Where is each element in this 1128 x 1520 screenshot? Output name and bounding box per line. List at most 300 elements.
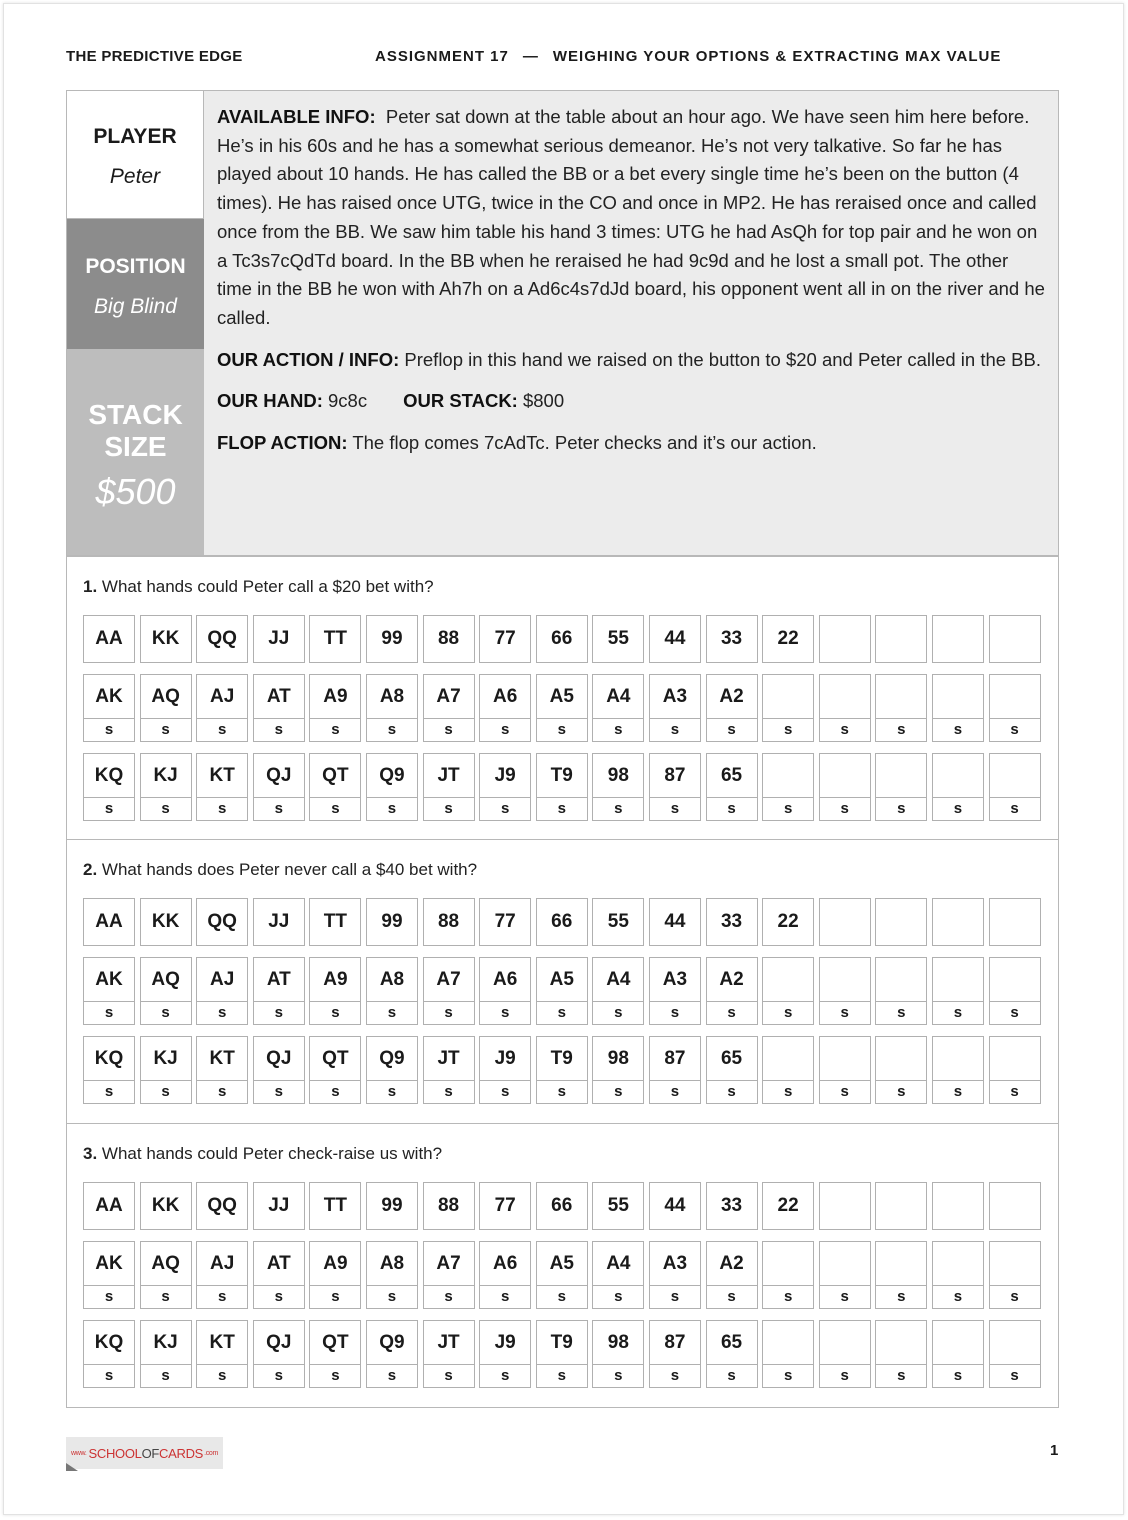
- suited-mark: s: [387, 1003, 397, 1021]
- hand-cell[interactable]: [989, 1182, 1041, 1230]
- hand-label: AJ: [197, 1242, 247, 1286]
- suited-mark: s: [387, 1287, 397, 1305]
- hand-cell[interactable]: [762, 1320, 814, 1388]
- hand-cell[interactable]: [536, 1036, 588, 1104]
- hand-label: KK: [151, 1195, 180, 1216]
- hand-label: QJ: [254, 754, 304, 798]
- hand-label: 55: [607, 1195, 629, 1216]
- hand-label: [933, 754, 983, 798]
- hand-cell[interactable]: [140, 753, 192, 821]
- hand-cell[interactable]: [253, 898, 305, 946]
- hand-cell[interactable]: [932, 1320, 984, 1388]
- hand-cell[interactable]: [423, 753, 475, 821]
- question-section-3: [66, 1124, 1059, 1408]
- hand-cell[interactable]: [309, 1320, 361, 1388]
- hand-cell[interactable]: [83, 674, 135, 742]
- stack-value: $500: [95, 471, 176, 512]
- hand-cell[interactable]: [536, 898, 588, 946]
- hand-cell[interactable]: [932, 615, 984, 663]
- hand-cell[interactable]: [423, 1320, 475, 1388]
- hand-label: 88: [437, 1195, 460, 1216]
- hand-cell[interactable]: [366, 898, 418, 946]
- hand-cell[interactable]: [196, 1182, 248, 1230]
- hand-label: QT: [310, 1321, 360, 1365]
- hand-cell[interactable]: [762, 615, 814, 663]
- hand-cell[interactable]: [762, 1182, 814, 1230]
- hand-label: A3: [650, 958, 700, 1002]
- hand-cell[interactable]: [479, 1036, 531, 1104]
- suited-mark: s: [218, 1003, 227, 1021]
- hand-cell[interactable]: [536, 957, 588, 1025]
- hand-label: 55: [607, 628, 629, 649]
- hand-cell[interactable]: [592, 898, 644, 946]
- hand-label: QQ: [207, 1195, 237, 1216]
- hand-label: KK: [151, 628, 180, 649]
- hand-cell[interactable]: [819, 957, 871, 1025]
- suited-mark: s: [218, 720, 227, 738]
- hand-label: JJ: [268, 911, 290, 932]
- hand-cell[interactable]: [592, 957, 644, 1025]
- question-number: 1.: [83, 577, 98, 596]
- hand-label: 77: [494, 911, 516, 932]
- hand-cell[interactable]: [196, 674, 248, 742]
- hand-label: 77: [494, 628, 516, 649]
- hand-cell[interactable]: [706, 1182, 758, 1230]
- hand-label: AA: [95, 1195, 123, 1216]
- hand-cell[interactable]: [536, 674, 588, 742]
- hand-cell[interactable]: [423, 898, 475, 946]
- suited-mark: s: [161, 1366, 170, 1384]
- hand-cell[interactable]: [196, 1036, 248, 1104]
- question-section-2: [66, 840, 1059, 1124]
- hand-label: [876, 616, 926, 662]
- hand-cell[interactable]: [83, 1182, 135, 1230]
- hand-label: AQ: [141, 958, 191, 1002]
- suited-mark: s: [331, 1082, 340, 1100]
- hand-cell[interactable]: [989, 615, 1041, 663]
- hand-cell[interactable]: [875, 615, 927, 663]
- hand-cell[interactable]: [196, 1241, 248, 1309]
- hand-cell[interactable]: [253, 1182, 305, 1230]
- hand-cell[interactable]: [932, 898, 984, 946]
- flop-text: The flop comes 7cAdTc. Peter checks and it’s our action.: [352, 432, 817, 454]
- hand-cell[interactable]: [762, 957, 814, 1025]
- hand-cell[interactable]: [819, 1241, 871, 1309]
- hand-label: T9: [537, 1321, 587, 1365]
- hand-cell[interactable]: [309, 957, 361, 1025]
- hand-cell[interactable]: [649, 898, 701, 946]
- hand-cell[interactable]: [309, 674, 361, 742]
- suited-mark: s: [161, 1003, 170, 1021]
- hand-cell[interactable]: [649, 1182, 701, 1230]
- hand-cell[interactable]: [536, 615, 588, 663]
- hand-cell[interactable]: [762, 674, 814, 742]
- hand-cell[interactable]: [989, 674, 1041, 742]
- broadway-row: [83, 1320, 1045, 1388]
- hand-cell[interactable]: [366, 1241, 418, 1309]
- hand-label: A7: [424, 1242, 474, 1286]
- suited-mark: s: [1010, 720, 1019, 738]
- suited-mark: s: [161, 799, 170, 817]
- hand-cell[interactable]: [366, 1320, 418, 1388]
- action-label: OUR ACTION / INFO:: [217, 348, 400, 370]
- hand-label: A9: [310, 1242, 360, 1286]
- hand-cell[interactable]: [706, 1320, 758, 1388]
- player-label: PLAYER: [93, 125, 177, 148]
- school-of-cards-logo: [66, 1437, 223, 1469]
- hand-label: [990, 958, 1040, 1002]
- hand-label: QJ: [254, 1321, 304, 1365]
- suited-mark: s: [727, 799, 736, 817]
- hand-label: A4: [593, 958, 643, 1002]
- suited-mark: s: [500, 799, 510, 817]
- hand-label: [933, 1037, 983, 1081]
- our-hand-row: [217, 387, 1047, 416]
- our-action: [217, 346, 1047, 375]
- hand-label: [933, 1242, 983, 1286]
- stack-label: [67, 399, 204, 463]
- suited-mark: s: [783, 799, 793, 817]
- hand-cell[interactable]: [83, 957, 135, 1025]
- hand-cell[interactable]: [479, 674, 531, 742]
- hand-cell[interactable]: [196, 753, 248, 821]
- hand-label: [933, 675, 983, 719]
- hand-label: 33: [720, 1195, 743, 1216]
- hand-grid: [83, 615, 1045, 832]
- hand-cell[interactable]: [819, 898, 871, 946]
- suited-mark: s: [727, 1003, 736, 1021]
- hand-cell[interactable]: [819, 1320, 871, 1388]
- hand-cell[interactable]: [253, 1320, 305, 1388]
- suited-mark: s: [783, 1003, 793, 1021]
- hand-cell[interactable]: [83, 1036, 135, 1104]
- hand-label: [876, 1321, 926, 1365]
- player-box: [67, 91, 204, 219]
- hand-cell[interactable]: [989, 957, 1041, 1025]
- info-panel: [66, 90, 1059, 556]
- hand-cell[interactable]: [706, 1241, 758, 1309]
- hand-label: [933, 899, 983, 945]
- hand-label: TT: [323, 1195, 347, 1216]
- hand-cell[interactable]: [140, 1241, 192, 1309]
- hand-label: A5: [537, 1242, 587, 1286]
- hand-cell[interactable]: [649, 1320, 701, 1388]
- suited-mark: s: [387, 720, 397, 738]
- hand-cell[interactable]: [706, 1036, 758, 1104]
- hand-label: 33: [720, 628, 743, 649]
- hand-cell[interactable]: [253, 957, 305, 1025]
- hand-cell[interactable]: [989, 1241, 1041, 1309]
- suited-mark: s: [104, 720, 114, 738]
- hand-cell[interactable]: [309, 898, 361, 946]
- hand-cell[interactable]: [932, 957, 984, 1025]
- hand-cell[interactable]: [819, 753, 871, 821]
- hand-cell[interactable]: [140, 957, 192, 1025]
- hand-cell[interactable]: [423, 1241, 475, 1309]
- hand-cell[interactable]: [423, 957, 475, 1025]
- hand-cell[interactable]: [196, 957, 248, 1025]
- hand-label: [990, 754, 1040, 798]
- hand-cell[interactable]: [479, 898, 531, 946]
- suited-mark: s: [557, 799, 566, 817]
- hand-label: KK: [151, 911, 180, 932]
- hand-cell[interactable]: [366, 1182, 418, 1230]
- hand-cell[interactable]: [366, 753, 418, 821]
- suited-mark: s: [387, 1082, 397, 1100]
- hand-cell[interactable]: [196, 615, 248, 663]
- hand-cell[interactable]: [253, 1036, 305, 1104]
- hand-label: [820, 899, 870, 945]
- hand-cell[interactable]: [592, 674, 644, 742]
- suited-mark: s: [897, 1082, 906, 1100]
- hand-cell[interactable]: [819, 1036, 871, 1104]
- hand-cell[interactable]: [536, 1182, 588, 1230]
- hand-cell[interactable]: [875, 1182, 927, 1230]
- hand-label: A2: [707, 675, 757, 719]
- hand-label: [933, 958, 983, 1002]
- hand-label: A5: [537, 958, 587, 1002]
- hand-cell[interactable]: [366, 1036, 418, 1104]
- hand-cell[interactable]: [592, 1036, 644, 1104]
- hand-cell[interactable]: [140, 615, 192, 663]
- hand-label: KQ: [84, 1037, 134, 1081]
- our-stack-label: OUR STACK:: [403, 390, 518, 412]
- hand-label: 99: [381, 1195, 403, 1216]
- hand-label: Q9: [367, 1321, 417, 1365]
- hand-label: A6: [480, 958, 530, 1002]
- available-info: [217, 103, 1047, 333]
- hand-label: AK: [84, 958, 134, 1002]
- hand-cell[interactable]: [140, 1320, 192, 1388]
- hand-cell[interactable]: [309, 1182, 361, 1230]
- hand-label: QT: [310, 1037, 360, 1081]
- hand-cell[interactable]: [649, 1241, 701, 1309]
- hand-cell[interactable]: [253, 753, 305, 821]
- hand-label: 98: [593, 1037, 643, 1081]
- suited-mark: s: [614, 1082, 623, 1100]
- hand-cell[interactable]: [140, 674, 192, 742]
- hand-label: 44: [664, 1195, 686, 1216]
- suited-mark: s: [331, 1366, 340, 1384]
- suited-mark: s: [897, 1003, 906, 1021]
- hand-cell[interactable]: [819, 615, 871, 663]
- hand-cell[interactable]: [762, 753, 814, 821]
- hand-cell[interactable]: [536, 1241, 588, 1309]
- hand-label: KQ: [84, 754, 134, 798]
- hand-cell[interactable]: [196, 898, 248, 946]
- suited-mark: s: [104, 1366, 114, 1384]
- hand-cell[interactable]: [706, 674, 758, 742]
- hand-cell[interactable]: [536, 1320, 588, 1388]
- hand-cell[interactable]: [932, 753, 984, 821]
- hand-cell[interactable]: [423, 1182, 475, 1230]
- suited-mark: s: [953, 1003, 963, 1021]
- hand-label: [763, 754, 813, 798]
- question-section-1: [66, 556, 1059, 840]
- hand-label: A4: [593, 1242, 643, 1286]
- hand-label: A2: [707, 1242, 757, 1286]
- hand-grid: [83, 898, 1045, 1115]
- hand-label: JT: [424, 1321, 474, 1365]
- hand-cell[interactable]: [875, 1241, 927, 1309]
- suited-mark: s: [1010, 1082, 1019, 1100]
- hand-cell[interactable]: [875, 674, 927, 742]
- broadway-row: [83, 1036, 1045, 1104]
- hand-cell[interactable]: [536, 753, 588, 821]
- header-assignment: [375, 48, 1001, 65]
- available-label: AVAILABLE INFO:: [217, 106, 376, 127]
- hand-cell[interactable]: [366, 674, 418, 742]
- hand-label: 65: [707, 1321, 757, 1365]
- hand-cell[interactable]: [762, 898, 814, 946]
- hand-cell[interactable]: [479, 1182, 531, 1230]
- hand-cell[interactable]: [932, 1241, 984, 1309]
- hand-cell[interactable]: [479, 1320, 531, 1388]
- hand-cell[interactable]: [479, 957, 531, 1025]
- hand-cell[interactable]: [989, 1036, 1041, 1104]
- hand-label: [876, 958, 926, 1002]
- suited-mark: s: [331, 1003, 340, 1021]
- hand-cell[interactable]: [819, 1182, 871, 1230]
- ace-row: [83, 674, 1045, 742]
- hand-cell[interactable]: [83, 1241, 135, 1309]
- hand-label: 99: [381, 911, 403, 932]
- logo-com: .com: [204, 1449, 219, 1457]
- hand-cell[interactable]: [649, 674, 701, 742]
- hand-cell[interactable]: [989, 753, 1041, 821]
- hand-cell[interactable]: [762, 1241, 814, 1309]
- hand-label: A2: [707, 958, 757, 1002]
- hand-cell[interactable]: [83, 615, 135, 663]
- hand-cell[interactable]: [423, 615, 475, 663]
- hand-label: [763, 675, 813, 719]
- hand-cell[interactable]: [989, 1320, 1041, 1388]
- hand-label: [990, 1183, 1040, 1229]
- hand-cell[interactable]: [140, 1036, 192, 1104]
- hand-cell[interactable]: [592, 1320, 644, 1388]
- hand-label: [876, 1037, 926, 1081]
- hand-cell[interactable]: [819, 674, 871, 742]
- hand-cell[interactable]: [932, 674, 984, 742]
- hand-label: 65: [707, 754, 757, 798]
- hand-label: AK: [84, 1242, 134, 1286]
- hand-cell[interactable]: [649, 753, 701, 821]
- hand-cell[interactable]: [875, 957, 927, 1025]
- hand-label: 22: [777, 1195, 799, 1216]
- hand-label: AQ: [141, 1242, 191, 1286]
- hand-label: 44: [664, 628, 686, 649]
- page-number: 1: [1050, 1442, 1059, 1459]
- question-text: What hands could Peter check-raise us with?: [101, 1144, 443, 1163]
- hand-cell[interactable]: [706, 957, 758, 1025]
- hand-cell[interactable]: [649, 615, 701, 663]
- hand-cell[interactable]: [706, 753, 758, 821]
- hand-cell[interactable]: [253, 674, 305, 742]
- flop-label: FLOP ACTION:: [217, 432, 348, 454]
- hand-cell[interactable]: [592, 1241, 644, 1309]
- suited-mark: s: [670, 1082, 680, 1100]
- hand-cell[interactable]: [83, 1320, 135, 1388]
- suited-mark: s: [897, 1366, 906, 1384]
- hand-cell[interactable]: [592, 753, 644, 821]
- hand-cell[interactable]: [875, 1320, 927, 1388]
- hand-cell[interactable]: [366, 615, 418, 663]
- hand-cell[interactable]: [649, 957, 701, 1025]
- suited-mark: s: [783, 1287, 793, 1305]
- hand-cell[interactable]: [309, 1036, 361, 1104]
- hand-label: 98: [593, 754, 643, 798]
- hand-label: 98: [593, 1321, 643, 1365]
- hand-cell[interactable]: [592, 1182, 644, 1230]
- hand-cell[interactable]: [479, 753, 531, 821]
- suited-mark: s: [953, 720, 963, 738]
- hand-cell[interactable]: [479, 1241, 531, 1309]
- hand-cell[interactable]: [140, 1182, 192, 1230]
- suited-mark: s: [953, 1366, 963, 1384]
- hand-cell[interactable]: [649, 1036, 701, 1104]
- hand-cell[interactable]: [932, 1182, 984, 1230]
- hand-cell[interactable]: [875, 1036, 927, 1104]
- ace-row: [83, 1241, 1045, 1309]
- hand-cell[interactable]: [423, 1036, 475, 1104]
- suited-mark: s: [444, 1003, 453, 1021]
- suited-mark: s: [500, 1366, 510, 1384]
- suited-mark: s: [218, 1366, 227, 1384]
- hand-label: [876, 1183, 926, 1229]
- question-number: 2.: [83, 860, 98, 879]
- hand-cell[interactable]: [309, 1241, 361, 1309]
- hand-cell[interactable]: [196, 1320, 248, 1388]
- hand-label: 99: [381, 628, 403, 649]
- pair-row: [83, 898, 1045, 946]
- hand-cell[interactable]: [140, 898, 192, 946]
- suited-mark: s: [218, 799, 227, 817]
- hand-cell[interactable]: [875, 753, 927, 821]
- hand-cell[interactable]: [875, 898, 927, 946]
- hand-cell[interactable]: [309, 615, 361, 663]
- hand-cell[interactable]: [706, 615, 758, 663]
- suited-mark: s: [274, 1082, 283, 1100]
- hand-cell[interactable]: [253, 615, 305, 663]
- hand-cell[interactable]: [989, 898, 1041, 946]
- hand-cell[interactable]: [706, 898, 758, 946]
- hand-label: [990, 616, 1040, 662]
- question-title: [83, 860, 477, 880]
- hand-cell[interactable]: [762, 1036, 814, 1104]
- hand-cell[interactable]: [309, 753, 361, 821]
- hand-cell[interactable]: [932, 1036, 984, 1104]
- assignment-number: ASSIGNMENT 17: [375, 48, 509, 65]
- position-box: [67, 219, 204, 349]
- hand-cell[interactable]: [479, 615, 531, 663]
- hand-label: AA: [95, 911, 123, 932]
- hand-cell[interactable]: [253, 1241, 305, 1309]
- hand-cell[interactable]: [592, 615, 644, 663]
- hand-label: [990, 899, 1040, 945]
- suited-mark: s: [331, 1287, 340, 1305]
- hand-label: 77: [494, 1195, 516, 1216]
- hand-label: [876, 675, 926, 719]
- hand-label: KT: [197, 1321, 247, 1365]
- hand-cell[interactable]: [366, 957, 418, 1025]
- suited-mark: s: [387, 799, 397, 817]
- header-dash: —: [522, 48, 539, 65]
- hand-cell[interactable]: [423, 674, 475, 742]
- broadway-row: [83, 753, 1045, 821]
- hand-label: 87: [650, 1037, 700, 1081]
- hand-cell[interactable]: [83, 898, 135, 946]
- hand-cell[interactable]: [83, 753, 135, 821]
